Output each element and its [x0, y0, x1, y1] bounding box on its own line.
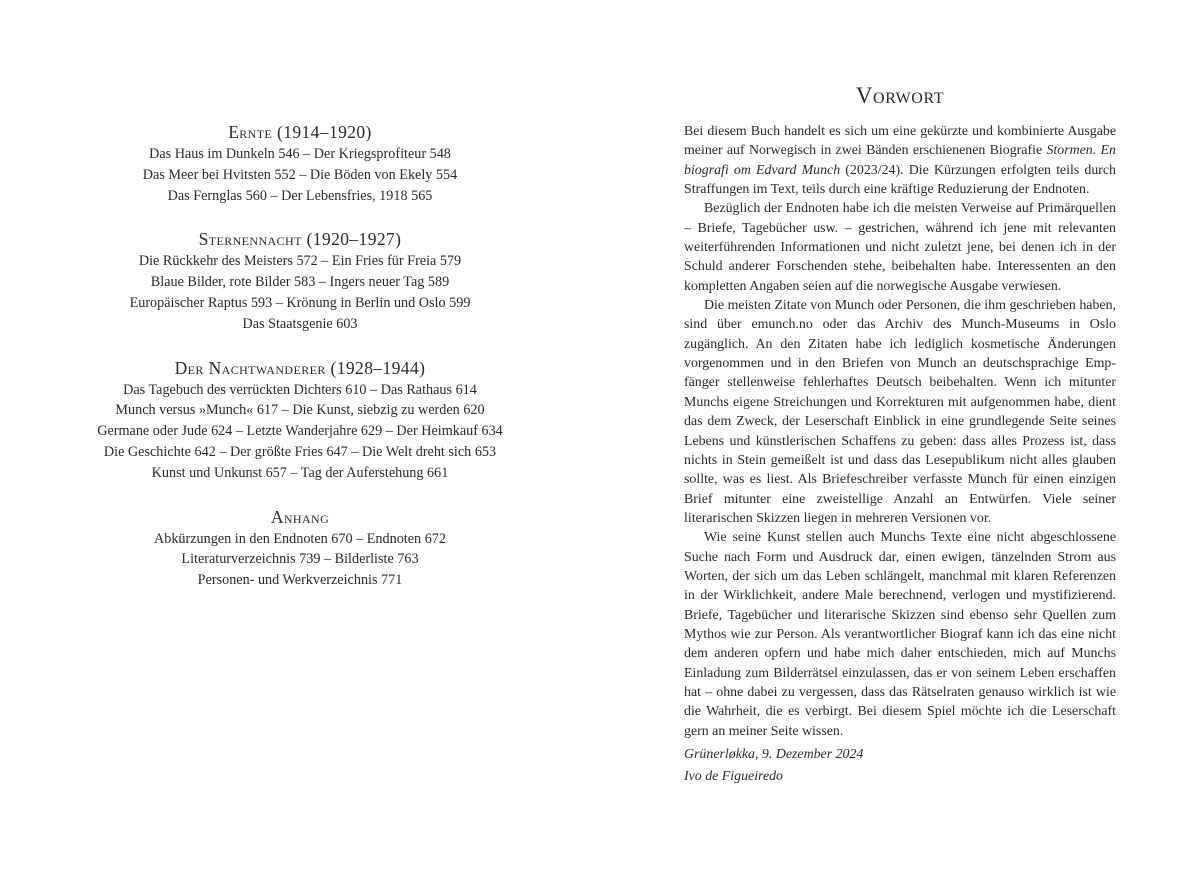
toc-line: Blaue Bilder, rote Bilder 583 – Ingers neuer Tag 589: [150, 274, 450, 291]
place-date: Grünerløkka, 9. Dezember 2024: [684, 747, 864, 762]
toc-line: Europäischer Raptus 593 – Krönung in Berlin und Oslo 599: [129, 294, 471, 311]
toc-heading: Ernte (1914–1920): [228, 122, 372, 142]
foreword-body: [684, 122, 1116, 741]
toc-line: Das Haus im Dunkeln 546 – Der Kriegsprofiteur 548: [149, 146, 451, 162]
author-name: Ivo de Figueiredo: [684, 769, 783, 784]
foreword-text: Bei diesem Buch handelt es sich um eine gekürzte und kombinierte Ausgabe meiner auf Norwegisch in zwei Bänden erschienenen Biografie: [684, 124, 1116, 159]
toc-heading: Anhang: [270, 506, 330, 527]
toc-line: Personen- und Werkverzeichnis 771: [197, 572, 403, 589]
foreword-paragraph: Die meisten Zitate von Munch oder Personen, die ihm geschrieben haben, sind über emunch.no oder das Archiv des Munch-Museums in Oslo zugänglich. An den Zitaten habe ich lediglich kosmetische Änderungen vorgenommen und in den Briefen von Munch an deutschsprachige Empfänger stellenweise fehlerhaftes Deutsch beibehalten. Wenn ich mitunter Munchs eigene Streichungen und Korrekturen mit aufgenommen habe, dient das dem Zweck, der Leserschaft Einblick in eine grundlegende Seite seines Lebens und künstlerischen Schaffens zu geben: dass alles Prozess ist, dass nichts in Stein gemeißelt ist und dass das Lesepublikum nicht alles glauben sollte, was es liest. Als Briefeschreiber verfasste Munch für einen einzigen Brief mitunter eine zweistellige Anzahl an Entwürfen. Viele seiner literarischen Skizzen liegen in mehreren Versionen vor.: [684, 298, 1116, 526]
toc-section-nachtwanderer: [60, 357, 540, 484]
right-page: [600, 0, 1200, 888]
toc-line: Das Fernglas 560 – Der Lebensfries, 1918 565: [167, 187, 433, 204]
toc-line: Die Rückkehr des Meisters 572 – Ein Fries für Freia 579: [138, 253, 462, 270]
toc-heading: Der Nachtwanderer (1928–1944): [174, 357, 426, 378]
foreword-paragraph: Wie seine Kunst stellen auch Munchs Texte eine nicht abgeschlossene Suche nach Form und Ausdruck dar, einen ewigen, tänzelnden Strom aus Worten, der sich um das Leben schlängelt, manchmal mit klaren Referenzen in der Wirklichkeit, andere Male berechnend, verlogen und mystifizierend. Briefe, Tagebücher und literarische Skizzen sind ebenso sehr Quellen zum Mythos wie zur Person. Als verantwortlicher Biograf kann ich das eine nicht dem anderen opfern und habe mich daher entschieden, mich auf Munchs Einladung zum Bilderrätsel einzulassen, das er von seinem Leben erschaffen hat – ohne dabei zu vergessen, dass das Rätselraten genauso wirklich ist wie die Wahrheit, die es verbirgt. Bei diesem Spiel möchte ich die Leserschaft gern an meiner Seite wissen.: [684, 530, 1116, 739]
table-of-contents: [60, 121, 540, 613]
toc-line: Munch versus »Munch« 617 – Die Kunst, siebzig zu werden 620: [115, 402, 485, 419]
foreword-title: Vorwort: [855, 83, 945, 108]
toc-heading: Sternennacht (1920–1927): [198, 229, 402, 250]
toc-line: Das Meer bei Hvitsten 552 – Die Böden von Ekely 554: [142, 166, 458, 183]
toc-line: Kunst und Unkunst 657 – Tag der Auferstehung 661: [151, 464, 449, 481]
toc-section-ernte: [60, 121, 540, 206]
signature: [684, 744, 1116, 788]
foreword-text: (2023/24). Die Kürzungen erfolgten teils durch Straffungen im Text, teils durch eine kräftige Reduzierung der Endnoten.: [684, 162, 1117, 198]
book-title: Stormen. En biografi om Edvard Munch: [684, 143, 1116, 178]
toc-line: Das Tagebuch des verrückten Dichters 610 – Das Rathaus 614: [123, 381, 477, 398]
foreword-paragraph: Bezüglich der Endnoten habe ich die meisten Verweise auf Primärquellen – Briefe, Tagebücher usw. – gestrichen, während ich jene mit relevanten weiterführenden Informationen und nicht zuletzt jene, bei denen ich in der Schuld anderer Forschenden stehe, beibehalten habe. Interessenten an den kompletten Angaben seien auf die norwegische Ausgabe verwiesen.: [684, 201, 1116, 294]
toc-line: Die Geschichte 642 – Der größte Fries 647 – Die Welt dreht sich 653: [103, 443, 497, 460]
toc-line: Das Staatsgenie 603: [242, 315, 358, 332]
toc-line: Literaturverzeichnis 739 – Bilderliste 763: [181, 551, 419, 568]
toc-line: Abkürzungen in den Endnoten 670 – Endnoten 672: [154, 530, 446, 547]
foreword-paragraph: [684, 122, 1116, 199]
toc-section-sternennacht: [60, 228, 540, 334]
toc-line: Germane oder Jude 624 – Letzte Wanderjahre 629 – Der Heimkauf 634: [97, 423, 503, 440]
toc-section-anhang: [60, 506, 540, 591]
